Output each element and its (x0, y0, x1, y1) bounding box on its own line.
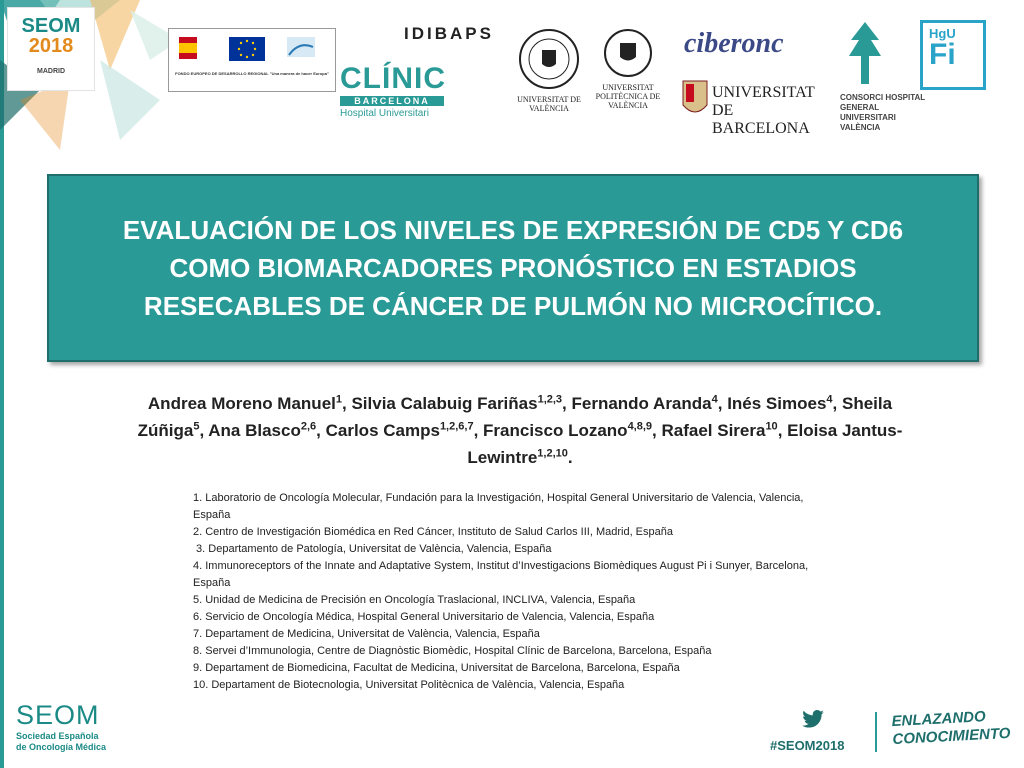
upv-seal-icon (603, 28, 653, 78)
affiliation-item: 5. Unidad de Medicina de Precisión en Oncología Traslacional, INCLIVA, Valencia, España (193, 594, 636, 606)
author-affiliation-marker: 4 (711, 393, 718, 406)
seom-footer-sub2: de Oncología Médica (16, 742, 107, 752)
ub-shield-icon (682, 80, 708, 118)
author-list: Andrea Moreno Manuel$^1$, Silvia Calabuig Fariñas$^{1,2,3}$, Fernando Aranda$^4$, Inés Simoes$^4$, Sheila Zúñiga$^5$, Ana Blasco$^{2,6}$, Carlos Camps$^{1,2,6,7}$, Francisco Lozano$^{4,8,9}$, Rafael Sirera$^{10}$, Eloisa Jantus-Lewintre$^{1,2,10}$. (137, 393, 903, 467)
affiliation-item: 7. Departament de Medicina, Universitat de València, Valencia, España (193, 628, 540, 640)
author-affiliation-marker: 2,6 (300, 420, 317, 433)
seom-footer-name: SEOM (16, 700, 100, 730)
affiliation-item: 2. Centro de Investigación Biomédica en Red Cáncer, Instituto de Salud Carlos III, Madrid, España (193, 526, 673, 538)
affiliation-item: 6. Servicio de Oncología Médica, Hospital General Universitario de Valencia, Valencia, España (193, 611, 655, 623)
hashtag-link[interactable]: #SEOM2018 (770, 738, 845, 753)
title-banner (47, 174, 979, 362)
author-name: Fernando Aranda (571, 394, 712, 413)
consorci-tree-icon (845, 20, 885, 88)
author-name: Eloisa Jantus-Lewintre (467, 421, 903, 467)
footer-divider (875, 712, 877, 752)
affiliation-item: 8. Servei d’Immunologia, Centre de Diagnòstic Biomèdic, Hospital Clínic de Barcelona, Barcelona, España (193, 645, 712, 657)
seom-footer-sub1: Sociedad Española (16, 731, 99, 741)
author-affiliation-marker: 10 (765, 420, 778, 433)
affiliation-list (193, 490, 833, 694)
author-affiliation-marker: 1,2,6,7 (439, 420, 474, 433)
seom-footer-logo (16, 700, 106, 753)
author-affiliation-marker: 4,8,9 (627, 420, 653, 433)
author-affiliation-marker: 1 (335, 393, 342, 406)
author-name: Silvia Calabuig Fariñas (351, 394, 538, 413)
badge-line2: 2018 (28, 35, 74, 57)
author-affiliation-marker: 4 (826, 393, 833, 406)
slogan (891, 707, 1011, 749)
affiliation-item: 10. Departament de Biotecnologia, Universitat Politècnica de València, Valencia, España (193, 679, 625, 691)
author-name: Inés Simoes (727, 394, 827, 413)
uv-seal-icon (518, 28, 580, 90)
affiliation-item: 9. Departament de Biomedicina, Facultat de Medicina, Universitat de Barcelona, Barcelona, España (193, 662, 680, 674)
consorci-name: CONSORCI HOSPITAL GENERAL UNIVERSITARI VALÈNCIA (840, 93, 926, 132)
affiliation-item: 3. Departamento de Patología, Universitat de València, Valencia, España (193, 543, 552, 555)
author-affiliation-marker: 5 (193, 420, 200, 433)
author-name: Andrea Moreno Manuel (147, 394, 336, 413)
poster-title: EVALUACIÓN DE LOS NIVELES DE EXPRESIÓN DE CD5 Y CD6 COMO BIOMARCADORES PRONÓSTICO EN ESTADIOS RESECABLES DE CÁNCER DE PULMÓN NO MICROCÍTICO. (122, 215, 904, 321)
affiliation-item: 4. Immunoreceptors of the Innate and Adaptative System, Institut d’Investigacions Biomèdiques August Pi i Sunyer, Barcelona, España (193, 560, 809, 589)
twitter-bird-icon (802, 710, 824, 728)
hgufi-bottom: Fi (929, 38, 956, 71)
author-name: Carlos Camps (325, 421, 440, 440)
uv-name: UNIVERSITAT DE VALÈNCIA (517, 95, 581, 113)
idibaps-logo: IDIBAPS (404, 24, 494, 43)
author-name: Rafael Sirera (661, 421, 766, 440)
seom-2018-badge (8, 8, 94, 90)
feder-funding-logo (168, 28, 336, 92)
author-name: Francisco Lozano (483, 421, 628, 440)
clinic-sub: Hospital Universitari (340, 108, 429, 119)
author-affiliation-marker: 1,2,10 (537, 447, 568, 460)
feder-caption: FONDO EUROPEO DE DESARROLLO REGIONAL "Una manera de hacer Europa" (175, 71, 329, 76)
clinic-city: BARCELONA (340, 96, 444, 106)
badge-line1: SEOM (21, 15, 81, 37)
clinic-logo (340, 64, 444, 119)
badge-line3: MADRID (37, 68, 65, 75)
ub-name: UNIVERSITAT DE BARCELONA (712, 84, 815, 137)
ciberonc-logo: ciberonc (684, 28, 784, 59)
slogan-line1: ENLAZANDO (891, 708, 987, 731)
author-affiliation-marker: 1,2,3 (537, 393, 563, 406)
uv-logo (514, 28, 584, 113)
hgufi-logo (920, 20, 986, 90)
upv-logo (590, 28, 666, 110)
clinic-name: CLÍNIC (340, 62, 446, 95)
slogan-line2: CONOCIMIENTO (892, 724, 1011, 749)
affiliation-item: 1. Laboratorio de Oncología Molecular, Fundación para la Investigación, Hospital General Universitario de Valencia, Valencia, España (193, 492, 804, 521)
author-name: Ana Blasco (208, 421, 301, 440)
hgufi-top: HgU (929, 26, 956, 41)
upv-name: UNIVERSITAT POLITÈCNICA DE VALÈNCIA (595, 83, 661, 110)
author-name: Sheila Zúñiga (137, 394, 893, 440)
